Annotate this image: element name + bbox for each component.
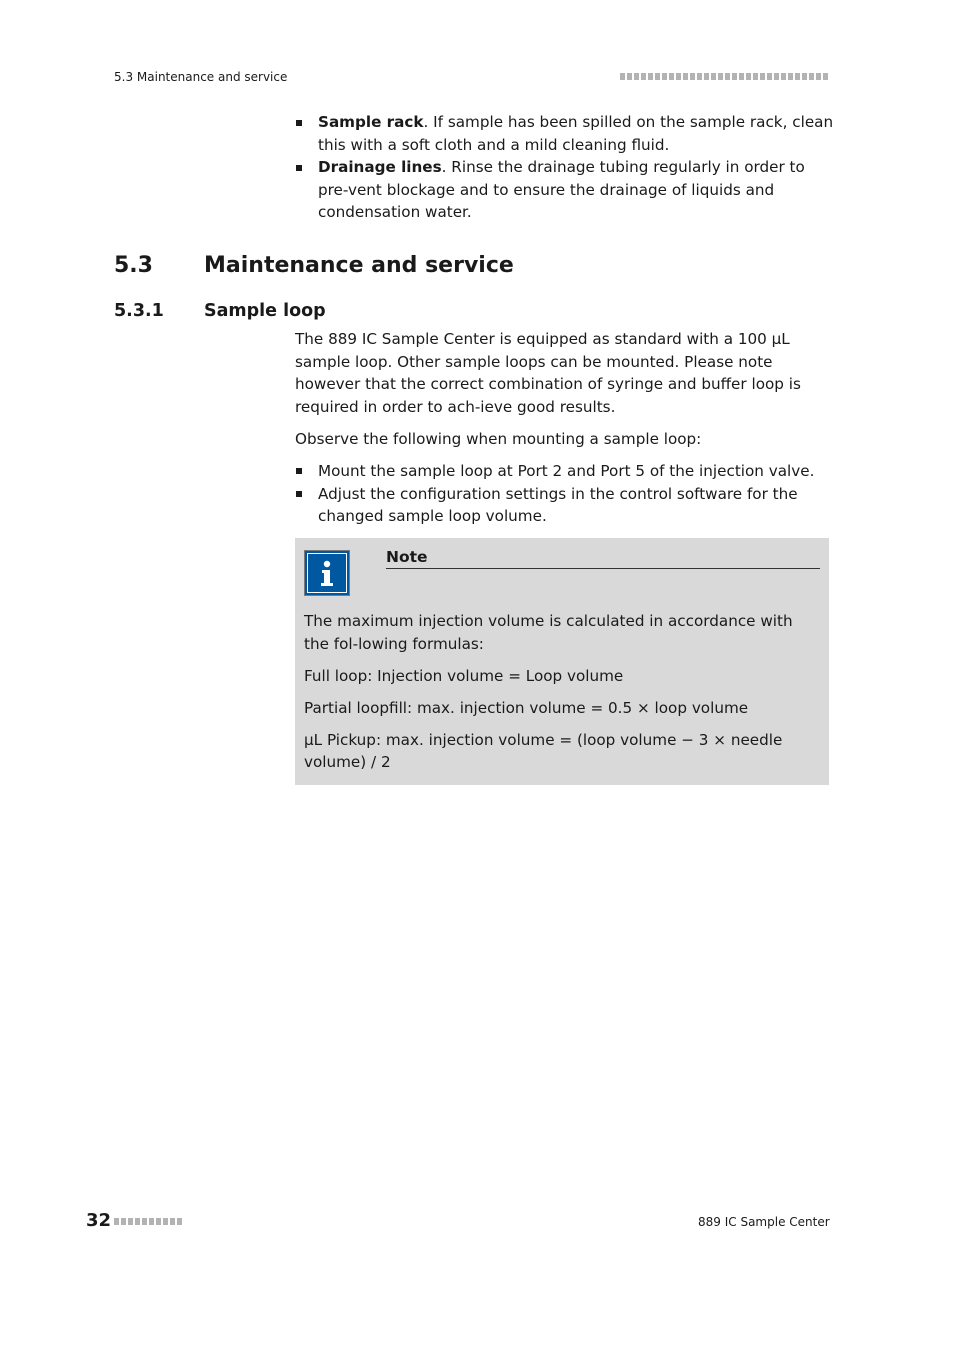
page-number: 32	[86, 1210, 112, 1231]
footer-product-name: 889 IC Sample Center	[698, 1215, 830, 1229]
info-icon	[304, 550, 350, 596]
note-box	[295, 538, 829, 785]
mounting-bullet-list	[295, 460, 815, 528]
section-title: Maintenance and service	[204, 253, 514, 278]
list-item: Adjust the configuration settings in the control software for the changed sample loop volume.	[295, 483, 815, 528]
header-dot-rule	[620, 73, 830, 80]
paragraph: The 889 IC Sample Center is equipped as standard with a 100 µL sample loop. Other sample loops can be mounted. Please note however that the correct combination of syringe and buffer loop is required in order to ach-ieve good results.	[295, 330, 801, 416]
subsection-body	[295, 328, 831, 528]
list-item	[295, 156, 835, 224]
section-number: 5.3	[114, 253, 153, 278]
note-paragraph: µL Pickup: max. injection volume = (loop volume − 3 × needle volume) / 2	[304, 730, 783, 772]
list-item-text: . If sample has been spilled on the sample rack, clean this with a soft cloth and a mild cleaning fluid.	[318, 113, 834, 154]
paragraph: Observe the following when mounting a sample loop:	[295, 429, 702, 448]
footer-dot-rule	[114, 1218, 182, 1225]
list-item	[295, 111, 835, 156]
subsection-number: 5.3.1	[114, 301, 164, 321]
list-item: Mount the sample loop at Port 2 and Port 5 of the injection valve.	[295, 460, 815, 483]
note-paragraph: Partial loopfill: max. injection volume = 0.5 × loop volume	[304, 698, 749, 717]
note-paragraph: The maximum injection volume is calculated in accordance with the fol-lowing formulas:	[304, 612, 793, 653]
running-header: 5.3 Maintenance and service	[114, 70, 288, 84]
list-item-text: . Rinse the drainage tubing regularly in order to pre-vent blockage and to ensure the drainage of liquids and condensation water.	[318, 158, 805, 222]
list-item-term: Drainage lines	[318, 158, 442, 177]
intro-bullet-list	[295, 111, 835, 224]
list-item-term: Sample rack	[318, 113, 424, 131]
note-paragraph: Full loop: Injection volume = Loop volume	[304, 666, 624, 685]
note-body	[304, 610, 822, 784]
subsection-title: Sample loop	[204, 301, 326, 321]
note-title: Note	[386, 548, 820, 569]
